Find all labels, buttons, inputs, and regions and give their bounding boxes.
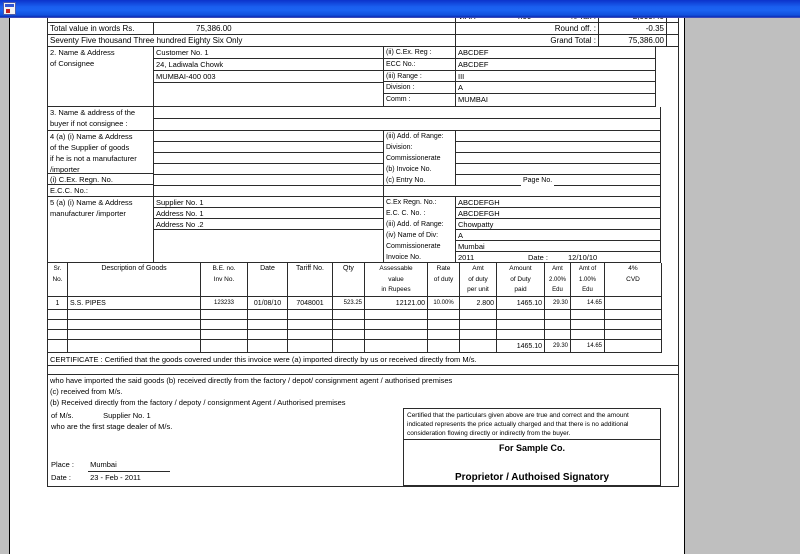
header-line: Qty bbox=[343, 265, 354, 272]
of-ms-label: of M/s. bbox=[51, 411, 74, 420]
col-header-duty-paid bbox=[497, 263, 545, 297]
empty-cell bbox=[605, 310, 662, 320]
reg-label: Commissionerate bbox=[384, 241, 456, 252]
range-label: Commissionerate bbox=[384, 153, 456, 164]
header-line: Inv No. bbox=[213, 275, 235, 283]
col-header-cvd bbox=[605, 263, 662, 297]
header-line: Assessable bbox=[379, 265, 413, 272]
spacer bbox=[662, 320, 678, 330]
place-value: Mumbai bbox=[88, 458, 170, 472]
range-label: (iii) Add. of Range: bbox=[384, 131, 456, 142]
empty-cell bbox=[201, 340, 248, 353]
range-label: (b) Invoice No. bbox=[384, 164, 456, 175]
header-line: 4% bbox=[628, 265, 638, 272]
header-line: Tariff No. bbox=[296, 265, 324, 272]
range-row bbox=[384, 175, 660, 186]
reg-label: ECC No.: bbox=[384, 59, 455, 71]
summary-words-row bbox=[48, 35, 678, 47]
fill-in-line bbox=[456, 131, 660, 142]
empty-cell bbox=[428, 330, 460, 340]
round-off-value: -0.35 bbox=[599, 23, 667, 35]
consignee-reg-values bbox=[456, 47, 656, 107]
invoice-no-label: Invoice No. bbox=[384, 252, 456, 263]
manufacturer-section bbox=[48, 197, 678, 263]
empty-cell bbox=[48, 320, 68, 330]
fill-in-line bbox=[456, 175, 521, 186]
buyer-value-column bbox=[154, 107, 661, 131]
items-header-row bbox=[48, 263, 678, 297]
empty-cell bbox=[248, 330, 288, 340]
header-line: 2.00% bbox=[548, 276, 566, 283]
empty-cell bbox=[154, 164, 383, 175]
empty-cell bbox=[154, 131, 383, 142]
reg-label: Division : bbox=[384, 82, 455, 94]
empty-row bbox=[48, 366, 678, 375]
header-line: No. bbox=[52, 275, 63, 283]
spacer bbox=[667, 35, 678, 47]
empty-cell bbox=[605, 320, 662, 330]
certificate-line-2: who have imported the said goods (b) received directly from the factory / depot/ consignment agent / authorised premises bbox=[50, 376, 453, 385]
label-line: manufacturer /importer bbox=[50, 209, 126, 218]
empty-cell bbox=[201, 330, 248, 340]
empty-cell bbox=[288, 320, 333, 330]
header-line: per unit bbox=[467, 286, 489, 293]
header-line: Amt of bbox=[578, 266, 597, 272]
items-totals-row bbox=[48, 340, 678, 353]
reg-value: ABCDEF bbox=[456, 47, 655, 59]
item-tariff: 7048001 bbox=[288, 297, 333, 310]
empty-cell bbox=[365, 330, 428, 340]
signatory-line: Proprietor / Authoised Signatory bbox=[454, 472, 610, 483]
consignee-section bbox=[48, 47, 678, 107]
reg-row bbox=[384, 219, 660, 230]
col-header-assessable bbox=[365, 263, 428, 297]
empty-cell bbox=[68, 330, 201, 340]
empty-cell bbox=[333, 330, 365, 340]
empty-cell bbox=[154, 142, 383, 153]
app-icon-glyph-dot bbox=[6, 9, 10, 13]
empty-cell bbox=[571, 320, 605, 330]
reg-value: A bbox=[456, 82, 655, 94]
consignee-address-line: MUMBAI-400 003 bbox=[154, 71, 383, 83]
col-header-sr-no bbox=[48, 263, 68, 297]
header-line: Amt bbox=[472, 265, 484, 272]
item-sr: 1 bbox=[48, 297, 68, 310]
reg-row bbox=[384, 197, 660, 208]
header-line: paid bbox=[514, 286, 527, 293]
window-titlebar[interactable] bbox=[0, 0, 800, 18]
spacer bbox=[661, 107, 678, 131]
invoice-no-row bbox=[384, 252, 660, 263]
app-icon-glyph-bar bbox=[5, 4, 14, 7]
empty-cell bbox=[384, 186, 660, 196]
item-date: 01/08/10 bbox=[248, 297, 288, 310]
reg-value: MUMBAI bbox=[458, 95, 488, 105]
item-row-empty bbox=[48, 320, 678, 330]
supplier-ecc-label: E.C.C. No.: bbox=[50, 186, 88, 196]
empty-cell bbox=[428, 310, 460, 320]
fill-in-line bbox=[456, 153, 660, 164]
spacer bbox=[667, 23, 678, 35]
header-line: of duty bbox=[468, 275, 488, 283]
spacer bbox=[662, 340, 678, 353]
first-stage-dealer-line: who are the first stage dealer of M/s. bbox=[51, 422, 173, 431]
range-row bbox=[384, 131, 660, 142]
spacer bbox=[656, 47, 678, 107]
header-line: Date bbox=[260, 265, 275, 272]
col-header-description bbox=[68, 263, 201, 297]
invoice-form bbox=[47, 10, 679, 487]
empty-cell bbox=[605, 340, 662, 353]
empty-cell bbox=[333, 310, 365, 320]
supplier-range-box bbox=[384, 131, 661, 197]
col-header-amt-per-unit bbox=[460, 263, 497, 297]
manufacturer-address-column bbox=[154, 197, 384, 263]
document-page bbox=[9, 0, 685, 554]
empty-cell bbox=[201, 320, 248, 330]
label-line: 4 (a) (i) Name & Address bbox=[50, 132, 133, 141]
amount-in-words: Seventy Five thousand Three hundred Eighty Six Only bbox=[48, 35, 456, 47]
supplier-label-column bbox=[48, 131, 154, 197]
range-label: Division: bbox=[384, 142, 456, 153]
empty-cell bbox=[154, 83, 383, 106]
reg-row bbox=[384, 230, 660, 241]
empty-cell bbox=[154, 107, 660, 119]
consignee-address-line: Customer No. 1 bbox=[154, 47, 383, 59]
item-be-no: 123233 bbox=[201, 297, 248, 310]
reg-value: Chowpatty bbox=[456, 219, 660, 230]
header-line: B.E. no. bbox=[212, 265, 236, 272]
spacer bbox=[662, 297, 678, 310]
header-line: Edu bbox=[582, 287, 593, 293]
manufacturer-section-label bbox=[48, 197, 154, 263]
header-line: Sr. bbox=[53, 265, 62, 272]
certificate-line-1: CERTIFICATE : Certified that the goods covered under this invoice were (a) imported directly by us or received directly from M/s. bbox=[48, 353, 678, 366]
col-header-rate bbox=[428, 263, 460, 297]
empty-cell bbox=[497, 310, 545, 320]
empty-cell bbox=[460, 340, 497, 353]
buyer-section-label bbox=[48, 107, 154, 131]
header-line: in Rupees bbox=[381, 286, 411, 293]
empty-cell bbox=[154, 119, 660, 130]
reg-label: E.C. C. No. : bbox=[384, 208, 456, 219]
reg-value: ABCDEFGH bbox=[456, 208, 660, 219]
empty-cell bbox=[497, 330, 545, 340]
item-amt-per-unit: 2.800 bbox=[460, 297, 497, 310]
range-row bbox=[384, 142, 660, 153]
company-name: For Sample Co. bbox=[498, 443, 565, 453]
col-header-date bbox=[248, 263, 288, 297]
range-row bbox=[384, 153, 660, 164]
empty-cell bbox=[248, 320, 288, 330]
reg-label: (iii) Add. of Range: bbox=[384, 219, 456, 230]
item-qty: 523.25 bbox=[333, 297, 365, 310]
empty-cell bbox=[288, 330, 333, 340]
signature-declaration bbox=[404, 409, 660, 440]
buyer-section bbox=[48, 107, 678, 131]
fill-in-line bbox=[456, 142, 660, 153]
consignee-reg-labels bbox=[384, 47, 456, 107]
label-line: if he is not a manufacturer bbox=[50, 154, 137, 163]
empty-cell bbox=[545, 310, 571, 320]
spacer bbox=[661, 197, 678, 263]
fill-in-line bbox=[456, 164, 660, 175]
date-label: Date : bbox=[51, 473, 72, 482]
empty-cell bbox=[333, 320, 365, 330]
total-edu-1: 14.65 bbox=[571, 340, 605, 353]
total-duty-paid: 1465.10 bbox=[497, 340, 545, 353]
empty-cell bbox=[365, 320, 428, 330]
header-line: 1.00% bbox=[578, 276, 596, 283]
manufacturer-reg-box bbox=[384, 197, 661, 263]
header-line: of duty bbox=[433, 275, 454, 283]
of-ms-value: Supplier No. 1 bbox=[103, 411, 151, 420]
declaration-line: Certified that the particulars given above are true and correct and the amount bbox=[407, 412, 629, 419]
supplier-value-column bbox=[154, 131, 384, 197]
header-line: of Duty bbox=[510, 275, 531, 283]
empty-cell bbox=[68, 320, 201, 330]
reg-value: Mumbai bbox=[456, 241, 660, 252]
empty-cell bbox=[154, 230, 383, 262]
item-row bbox=[48, 297, 678, 310]
total-edu-2: 29.30 bbox=[545, 340, 571, 353]
label-line: 3. Name & address of the bbox=[50, 108, 136, 117]
supplier-cex-regn-label: (i) C.Ex. Regn. No. bbox=[48, 174, 153, 185]
item-row-empty bbox=[48, 330, 678, 340]
header-line: Edu bbox=[552, 287, 563, 293]
empty-cell bbox=[154, 186, 383, 196]
empty-cell bbox=[48, 340, 68, 353]
empty-cell bbox=[201, 310, 248, 320]
place-label: Place : bbox=[51, 460, 74, 469]
reg-value: ABCDEF bbox=[456, 59, 655, 71]
item-edu-1: 14.65 bbox=[571, 297, 605, 310]
consignee-address-column bbox=[154, 47, 384, 107]
empty-cell bbox=[460, 330, 497, 340]
certificate-line-4: (b) Received directly from the factory / depoty / consignment Agent / Authorised premises bbox=[50, 398, 346, 407]
fill-in-line bbox=[554, 175, 660, 186]
signature-box bbox=[403, 408, 661, 486]
label-line: of Consignee bbox=[50, 59, 95, 68]
empty-cell bbox=[428, 320, 460, 330]
header-line: value bbox=[388, 275, 404, 283]
spacer bbox=[661, 131, 678, 197]
item-row-empty bbox=[48, 310, 678, 320]
empty-cell bbox=[154, 175, 383, 186]
item-assessable: 12121.00 bbox=[365, 297, 428, 310]
reg-value: III bbox=[456, 71, 655, 83]
range-row bbox=[384, 164, 660, 175]
item-duty-paid: 1465.10 bbox=[497, 297, 545, 310]
reg-row bbox=[384, 208, 660, 219]
total-words-label: Total value in words Rs. bbox=[48, 23, 154, 35]
label-line: /importer bbox=[50, 165, 80, 174]
empty-cell bbox=[460, 310, 497, 320]
manufacturer-address-line: Address No .2 bbox=[154, 219, 383, 230]
range-label: (c) Entry No. bbox=[384, 175, 456, 186]
empty-cell bbox=[48, 330, 68, 340]
empty-cell bbox=[460, 320, 497, 330]
empty-cell bbox=[545, 320, 571, 330]
consignee-address-line: 24, Ladiwala Chowk bbox=[154, 59, 383, 71]
declaration-line: indicated represents the price actually charged and that there is no additional bbox=[407, 421, 629, 428]
empty-cell bbox=[428, 340, 460, 353]
reg-label: (iii) Range : bbox=[384, 71, 455, 83]
grand-total-value: 75,386.00 bbox=[599, 35, 667, 47]
label-line: 2. Name & Address bbox=[50, 48, 115, 57]
page-no-label: Page No. bbox=[523, 177, 553, 184]
header-line: Amt bbox=[552, 266, 563, 272]
empty-cell bbox=[605, 330, 662, 340]
header-line: Amount bbox=[509, 265, 532, 272]
header-line: Rate bbox=[436, 265, 451, 272]
reg-row bbox=[384, 241, 660, 252]
empty-cell bbox=[365, 310, 428, 320]
declaration-line: consideration flowing directly or indirectly from the buyer. bbox=[407, 430, 571, 437]
supplier-section bbox=[48, 131, 678, 197]
spacer bbox=[662, 263, 678, 297]
manufacturer-address-line: Supplier No. 1 bbox=[154, 197, 383, 208]
reg-label: (iv) Name of Div: bbox=[384, 230, 456, 241]
certificate-line-3: (c) received from M/s. bbox=[50, 387, 123, 396]
invoice-no-value: 2011 bbox=[458, 253, 475, 262]
grand-total-label: Grand Total : bbox=[456, 35, 599, 47]
col-header-be-no bbox=[201, 263, 248, 297]
empty-cell bbox=[248, 310, 288, 320]
empty-cell bbox=[365, 340, 428, 353]
reg-value: A bbox=[456, 230, 660, 241]
empty-cell bbox=[68, 340, 201, 353]
reg-label: Comm : bbox=[386, 96, 411, 104]
date-value: 23 - Feb - 2011 bbox=[90, 473, 141, 482]
label-line: buyer if not consignee : bbox=[50, 119, 128, 128]
empty-cell bbox=[497, 320, 545, 330]
item-rate: 10.00% bbox=[428, 297, 460, 310]
col-header-qty bbox=[333, 263, 365, 297]
round-off-label: Round off. : bbox=[456, 23, 599, 35]
col-header-edu-2 bbox=[545, 263, 571, 297]
consignee-section-label bbox=[48, 47, 154, 107]
summary-total-row bbox=[48, 23, 678, 35]
reg-label: (ii) C.Ex. Reg : bbox=[384, 47, 455, 59]
item-edu-2: 29.30 bbox=[545, 297, 571, 310]
empty-cell bbox=[333, 340, 365, 353]
empty-cell bbox=[48, 310, 68, 320]
reg-value: ABCDEFGH bbox=[456, 197, 660, 208]
certificate-bottom-area bbox=[48, 408, 678, 486]
reg-label: C.Ex Regn. No.: bbox=[384, 197, 456, 208]
header-line: CVD bbox=[626, 275, 640, 283]
manufacturer-address-line: Address No. 1 bbox=[154, 208, 383, 219]
spacer bbox=[662, 330, 678, 340]
app-icon[interactable] bbox=[3, 2, 16, 15]
empty-cell bbox=[248, 340, 288, 353]
total-value-numeric: 75,386.00 bbox=[154, 23, 456, 35]
empty-cell bbox=[571, 310, 605, 320]
spacer bbox=[662, 310, 678, 320]
label-line: of the Supplier of goods bbox=[50, 143, 130, 152]
item-cvd bbox=[605, 297, 662, 310]
col-header-tariff bbox=[288, 263, 333, 297]
empty-cell bbox=[545, 330, 571, 340]
item-description: S.S. PIPES bbox=[68, 297, 201, 310]
empty-cell bbox=[571, 330, 605, 340]
header-line: Description of Goods bbox=[101, 265, 167, 272]
empty-cell bbox=[288, 310, 333, 320]
empty-cell bbox=[288, 340, 333, 353]
empty-cell bbox=[68, 310, 201, 320]
col-header-edu-1 bbox=[571, 263, 605, 297]
supplier-section-label bbox=[48, 131, 153, 174]
empty-cell bbox=[154, 153, 383, 164]
invoice-date-label: Date : bbox=[528, 253, 549, 262]
invoice-date-value: 12/10/10 bbox=[568, 253, 598, 262]
label-line: 5 (a) (i) Name & Address bbox=[50, 198, 133, 207]
